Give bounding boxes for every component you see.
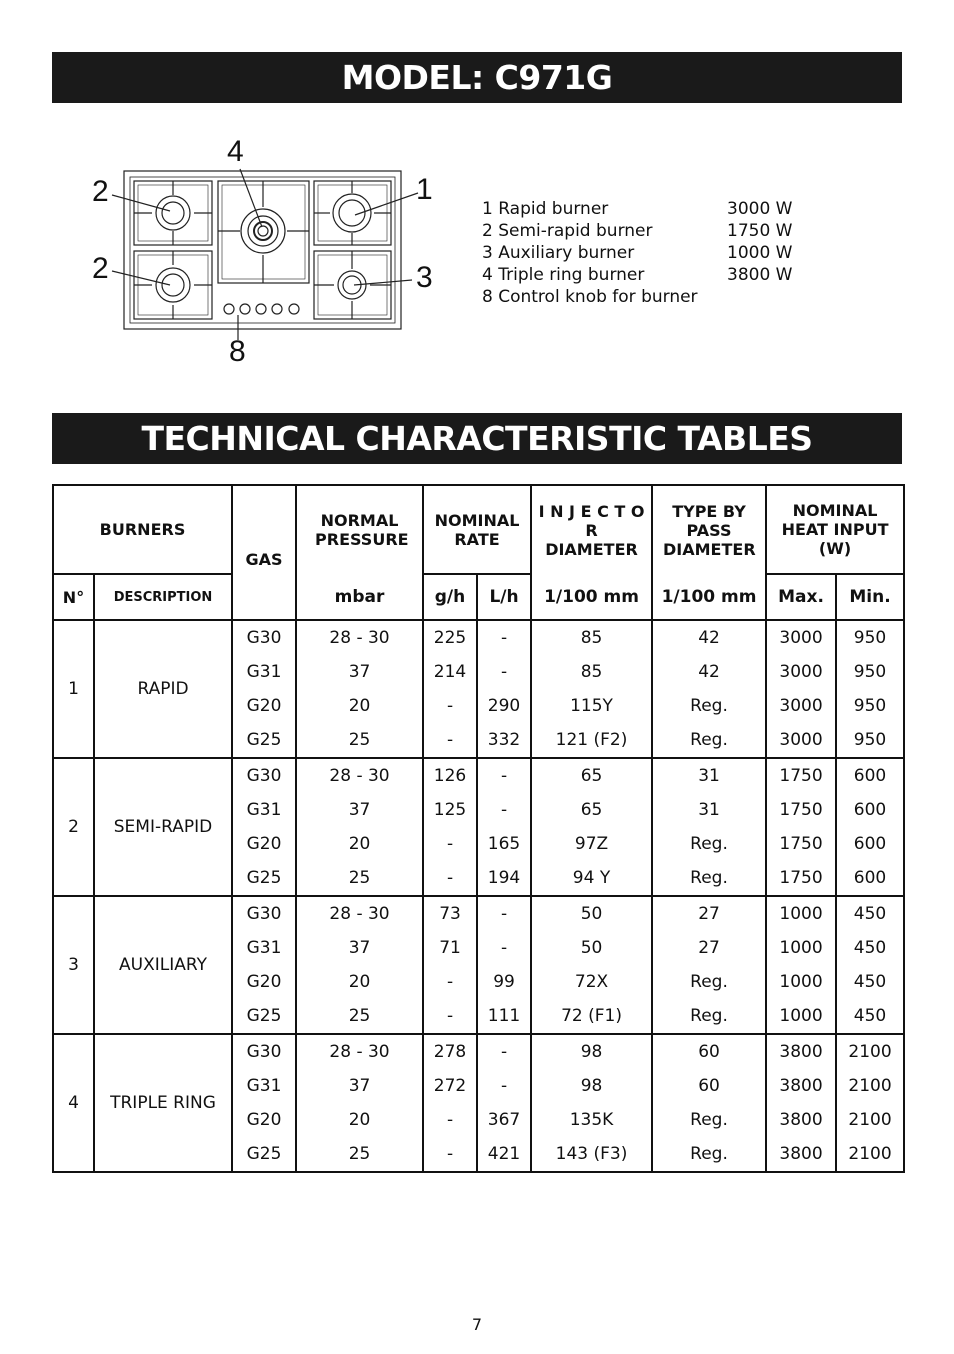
- burner-number: 1: [53, 620, 94, 758]
- callout-4: 4: [227, 135, 244, 168]
- cell-min: 950: [836, 655, 904, 689]
- cell-min: 2100: [836, 1103, 904, 1137]
- cell-pressure: 25: [296, 723, 423, 758]
- cell-gas: G20: [232, 827, 296, 861]
- burner-number: 2: [53, 758, 94, 896]
- callout-1: 1: [416, 173, 433, 206]
- cell-injector: 85: [531, 655, 652, 689]
- technical-table: [52, 484, 905, 1173]
- cell-max: 1000: [766, 965, 836, 999]
- burner-description: RAPID: [94, 620, 232, 758]
- cell-gh: -: [423, 965, 477, 999]
- cell-lh: -: [477, 758, 531, 793]
- cell-bypass: 31: [652, 758, 766, 793]
- legend-row: [482, 264, 792, 286]
- legend-row: [482, 242, 792, 264]
- table-row: [53, 896, 904, 931]
- cell-min: 950: [836, 689, 904, 723]
- cell-injector: 94 Y: [531, 861, 652, 896]
- header-gas: GAS: [232, 485, 296, 620]
- cell-min: 450: [836, 965, 904, 999]
- header-injector-diameter: I N J E C T O R DIAMETER: [531, 485, 652, 574]
- cell-min: 600: [836, 793, 904, 827]
- hob-diagram: [90, 135, 430, 374]
- cell-gh: 73: [423, 896, 477, 931]
- cell-gas: G20: [232, 689, 296, 723]
- cell-bypass: 31: [652, 793, 766, 827]
- cell-lh: -: [477, 620, 531, 655]
- cell-max: 3800: [766, 1103, 836, 1137]
- cell-injector: 115Y: [531, 689, 652, 723]
- cell-pressure: 20: [296, 965, 423, 999]
- cell-gh: 214: [423, 655, 477, 689]
- cell-min: 2100: [836, 1034, 904, 1069]
- cell-bypass: Reg.: [652, 861, 766, 896]
- legend-label: 4 Triple ring burner: [482, 265, 645, 285]
- cell-lh: 165: [477, 827, 531, 861]
- cell-min: 2100: [836, 1137, 904, 1172]
- cell-injector: 65: [531, 793, 652, 827]
- cell-gas: G30: [232, 1034, 296, 1069]
- header-mbar: mbar: [296, 574, 423, 620]
- header-nominal-heat: NOMINAL HEAT INPUT (W): [766, 485, 904, 574]
- cell-pressure: 20: [296, 1103, 423, 1137]
- header-type-by-pass: TYPE BY PASS DIAMETER: [652, 485, 766, 574]
- cell-pressure: 37: [296, 1069, 423, 1103]
- cell-min: 450: [836, 896, 904, 931]
- cell-gas: G25: [232, 999, 296, 1034]
- model-title-banner: MODEL: C971G: [52, 52, 902, 103]
- hob-drawing: [90, 135, 430, 370]
- cell-lh: -: [477, 896, 531, 931]
- cell-max: 1750: [766, 861, 836, 896]
- burner-description: AUXILIARY: [94, 896, 232, 1034]
- cell-bypass: 27: [652, 896, 766, 931]
- cell-gas: G25: [232, 723, 296, 758]
- cell-max: 1750: [766, 827, 836, 861]
- header-min: Min.: [836, 574, 904, 620]
- cell-pressure: 25: [296, 1137, 423, 1172]
- cell-gh: -: [423, 1137, 477, 1172]
- cell-max: 3000: [766, 689, 836, 723]
- legend-value: 3800 W: [727, 265, 793, 285]
- cell-lh: -: [477, 655, 531, 689]
- header-nominal-rate: NOMINAL RATE: [423, 485, 531, 574]
- header-lh: L/h: [477, 574, 531, 620]
- cell-max: 3800: [766, 1069, 836, 1103]
- cell-lh: 367: [477, 1103, 531, 1137]
- burner-number: 4: [53, 1034, 94, 1172]
- cell-injector: 85: [531, 620, 652, 655]
- cell-injector: 50: [531, 931, 652, 965]
- cell-injector: 65: [531, 758, 652, 793]
- legend-label: 1 Rapid burner: [482, 199, 609, 219]
- cell-pressure: 37: [296, 655, 423, 689]
- cell-min: 450: [836, 931, 904, 965]
- cell-gh: -: [423, 723, 477, 758]
- burner-description: SEMI-RAPID: [94, 758, 232, 896]
- cell-lh: -: [477, 793, 531, 827]
- table-row: [53, 620, 904, 655]
- cell-gh: 126: [423, 758, 477, 793]
- cell-lh: 99: [477, 965, 531, 999]
- table-body: [53, 620, 904, 1172]
- header-normal-pressure: NORMAL PRESSURE: [296, 485, 423, 574]
- header-burners: BURNERS: [53, 485, 232, 574]
- cell-lh: 194: [477, 861, 531, 896]
- cell-injector: 143 (F3): [531, 1137, 652, 1172]
- legend-label: 8 Control knob for burner: [482, 287, 698, 307]
- cell-bypass: Reg.: [652, 999, 766, 1034]
- burner-description: TRIPLE RING: [94, 1034, 232, 1172]
- cell-pressure: 25: [296, 999, 423, 1034]
- cell-injector: 121 (F2): [531, 723, 652, 758]
- burner-number: 3: [53, 896, 94, 1034]
- cell-gas: G20: [232, 1103, 296, 1137]
- cell-injector: 135K: [531, 1103, 652, 1137]
- cell-injector: 72X: [531, 965, 652, 999]
- cell-lh: 332: [477, 723, 531, 758]
- cell-pressure: 28 - 30: [296, 1034, 423, 1069]
- header-no: N°: [53, 574, 94, 620]
- cell-gas: G25: [232, 1137, 296, 1172]
- cell-gh: 71: [423, 931, 477, 965]
- cell-min: 600: [836, 861, 904, 896]
- legend-value: 3000 W: [727, 199, 793, 219]
- cell-injector: 72 (F1): [531, 999, 652, 1034]
- cell-min: 950: [836, 723, 904, 758]
- legend-row: [482, 220, 792, 242]
- cell-bypass: 42: [652, 655, 766, 689]
- cell-min: 2100: [836, 1069, 904, 1103]
- cell-lh: -: [477, 1034, 531, 1069]
- cell-bypass: Reg.: [652, 965, 766, 999]
- cell-lh: -: [477, 931, 531, 965]
- header-gh: g/h: [423, 574, 477, 620]
- cell-lh: 290: [477, 689, 531, 723]
- cell-injector: 98: [531, 1069, 652, 1103]
- callout-8: 8: [229, 335, 246, 368]
- cell-gh: -: [423, 999, 477, 1034]
- legend-value: 1000 W: [727, 243, 793, 263]
- callout-3: 3: [416, 261, 433, 294]
- cell-max: 3800: [766, 1034, 836, 1069]
- cell-injector: 97Z: [531, 827, 652, 861]
- callout-2-bottom: 2: [92, 252, 109, 285]
- cell-pressure: 20: [296, 689, 423, 723]
- cell-gh: 278: [423, 1034, 477, 1069]
- cell-gh: 225: [423, 620, 477, 655]
- header-bypass-unit: 1/100 mm: [652, 574, 766, 620]
- legend-row: [482, 198, 792, 220]
- cell-gas: G31: [232, 931, 296, 965]
- cell-gh: -: [423, 689, 477, 723]
- cell-bypass: Reg.: [652, 689, 766, 723]
- cell-bypass: Reg.: [652, 1103, 766, 1137]
- cell-max: 1750: [766, 758, 836, 793]
- cell-max: 1750: [766, 793, 836, 827]
- cell-gas: G30: [232, 758, 296, 793]
- cell-min: 450: [836, 999, 904, 1034]
- cell-gh: 272: [423, 1069, 477, 1103]
- cell-lh: -: [477, 1069, 531, 1103]
- cell-gh: -: [423, 827, 477, 861]
- legend-row: [482, 286, 792, 308]
- cell-bypass: 60: [652, 1069, 766, 1103]
- cell-gas: G20: [232, 965, 296, 999]
- header-max: Max.: [766, 574, 836, 620]
- table-row: [53, 1034, 904, 1069]
- cell-gh: 125: [423, 793, 477, 827]
- cell-bypass: Reg.: [652, 723, 766, 758]
- cell-pressure: 28 - 30: [296, 896, 423, 931]
- table-row: [53, 758, 904, 793]
- cell-max: 3800: [766, 1137, 836, 1172]
- cell-max: 3000: [766, 620, 836, 655]
- tech-title-banner: TECHNICAL CHARACTERISTIC TABLES: [52, 413, 902, 464]
- cell-gh: -: [423, 861, 477, 896]
- cell-gas: G25: [232, 861, 296, 896]
- cell-max: 1000: [766, 896, 836, 931]
- cell-pressure: 37: [296, 931, 423, 965]
- header-injector-unit: 1/100 mm: [531, 574, 652, 620]
- legend-label: 2 Semi-rapid burner: [482, 221, 653, 241]
- cell-bypass: 27: [652, 931, 766, 965]
- cell-bypass: Reg.: [652, 1137, 766, 1172]
- cell-gas: G31: [232, 1069, 296, 1103]
- header-description: DESCRIPTION: [94, 574, 232, 620]
- cell-bypass: Reg.: [652, 827, 766, 861]
- cell-min: 950: [836, 620, 904, 655]
- cell-lh: 421: [477, 1137, 531, 1172]
- cell-lh: 111: [477, 999, 531, 1034]
- cell-injector: 50: [531, 896, 652, 931]
- legend-value: 1750 W: [727, 221, 793, 241]
- callout-2-top: 2: [92, 175, 109, 208]
- cell-min: 600: [836, 827, 904, 861]
- cell-pressure: 28 - 30: [296, 620, 423, 655]
- cell-gas: G31: [232, 655, 296, 689]
- cell-bypass: 60: [652, 1034, 766, 1069]
- legend-label: 3 Auxiliary burner: [482, 243, 635, 263]
- cell-max: 3000: [766, 723, 836, 758]
- cell-max: 3000: [766, 655, 836, 689]
- cell-bypass: 42: [652, 620, 766, 655]
- cell-gh: -: [423, 1103, 477, 1137]
- cell-pressure: 20: [296, 827, 423, 861]
- cell-gas: G31: [232, 793, 296, 827]
- cell-pressure: 25: [296, 861, 423, 896]
- page-number: 7: [471, 1315, 483, 1334]
- cell-gas: G30: [232, 896, 296, 931]
- cell-pressure: 28 - 30: [296, 758, 423, 793]
- cell-pressure: 37: [296, 793, 423, 827]
- burner-legend: [482, 198, 792, 308]
- cell-max: 1000: [766, 931, 836, 965]
- cell-min: 600: [836, 758, 904, 793]
- cell-injector: 98: [531, 1034, 652, 1069]
- cell-max: 1000: [766, 999, 836, 1034]
- cell-gas: G30: [232, 620, 296, 655]
